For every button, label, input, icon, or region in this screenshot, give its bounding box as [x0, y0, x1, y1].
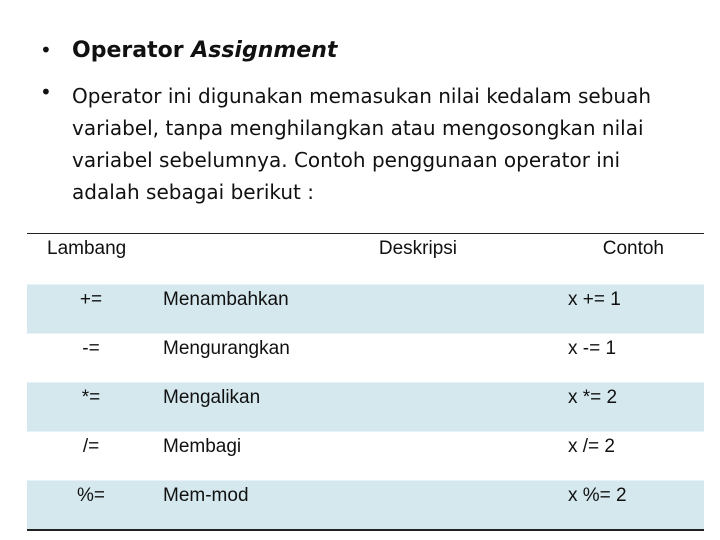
cell-example: x -= 1 [568, 338, 617, 359]
heading-emphasis: Assignment [191, 38, 338, 63]
table-row [27, 284, 704, 333]
heading-prefix: Operator [72, 38, 192, 63]
cell-example: x += 1 [568, 289, 621, 310]
table-row [27, 382, 704, 431]
cell-description: Menambahkan [163, 289, 289, 310]
cell-symbol: *= [81, 387, 101, 408]
cell-symbol: /= [82, 436, 100, 457]
cell-symbol: -= [82, 338, 100, 359]
description-bullet [40, 80, 680, 208]
cell-example: x *= 2 [568, 387, 618, 408]
cell-example: x %= 2 [568, 485, 627, 506]
operator-table [27, 233, 704, 531]
cell-description: Mengurangkan [163, 338, 290, 359]
bullet-marker: • [40, 80, 52, 104]
table-bottom-border [27, 529, 704, 531]
cell-description: Mem-mod [163, 485, 249, 506]
heading-text [72, 38, 337, 63]
bullet-marker: • [40, 38, 52, 62]
heading-bullet [40, 38, 337, 63]
table-row [27, 431, 704, 480]
header-deskripsi: Deskripsi [378, 238, 457, 259]
table-body [27, 284, 704, 529]
table-header [27, 233, 704, 284]
header-contoh: Contoh [602, 238, 664, 259]
header-lambang: Lambang [47, 238, 127, 259]
cell-symbol: %= [77, 485, 105, 506]
cell-example: x /= 2 [568, 436, 615, 457]
cell-description: Mengalikan [163, 387, 261, 408]
table-row [27, 333, 704, 382]
cell-description: Membagi [163, 436, 242, 457]
description-text: Operator ini digunakan memasukan nilai kedalam sebuah variabel, tanpa menghilangkan atau mengosongkan nilai variabel sebelumnya. Contoh penggunaan operator ini adalah sebagai berikut : [72, 84, 652, 204]
cell-symbol: += [79, 289, 103, 310]
table-row [27, 480, 704, 529]
